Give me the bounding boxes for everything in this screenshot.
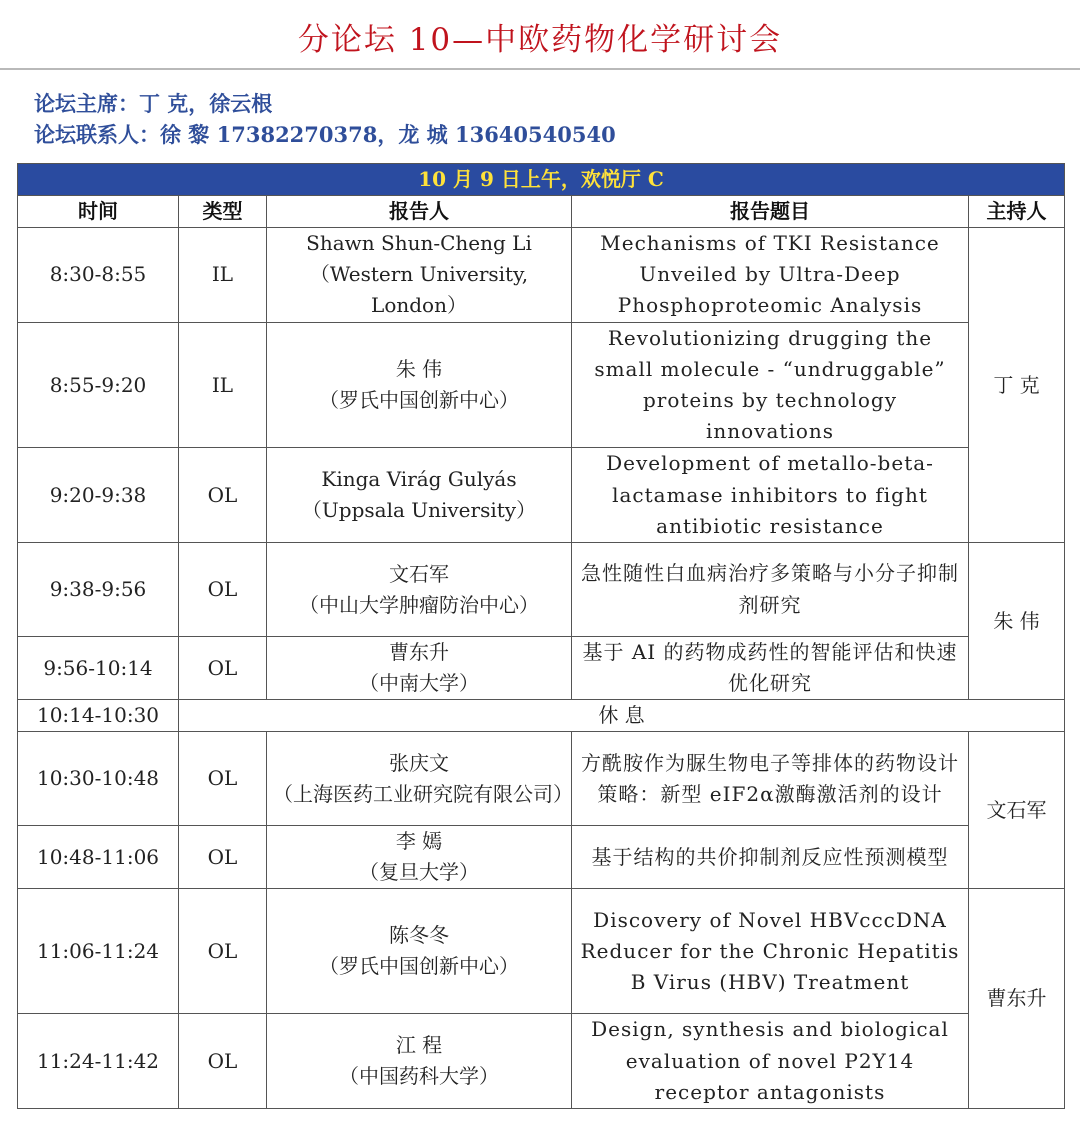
type-cell: OL (179, 448, 267, 543)
schedule-table (17, 163, 1065, 1109)
time-cell: 11:24-11:42 (18, 1014, 179, 1109)
type-cell: OL (179, 889, 267, 1014)
speaker-name: 朱 伟 (395, 357, 443, 382)
speaker-cell (267, 1014, 572, 1109)
table-row (18, 1014, 1065, 1109)
speaker-cell (267, 448, 572, 543)
type-cell: IL (179, 322, 267, 448)
speaker-affiliation: （复旦大学） (359, 860, 479, 885)
speaker-affiliation: （中国药科大学） (339, 1064, 499, 1089)
topic-cell: Design, synthesis and biological evaluation of novel P2Y14 receptor antagonists (572, 1014, 969, 1109)
header-speaker: 报告人 (267, 196, 572, 228)
host-cell: 丁 克 (969, 228, 1065, 543)
time-cell: 9:38-9:56 (18, 543, 179, 637)
speaker-affiliation: （Western University, London） (309, 262, 529, 318)
speaker-name: Kinga Virág Gulyás (321, 467, 517, 492)
header-row (18, 196, 1065, 228)
time-cell: 8:30-8:55 (18, 228, 179, 323)
topic-cell: Discovery of Novel HBVcccDNA Reducer for the Chronic Hepatitis B Virus (HBV) Treatment (572, 889, 969, 1014)
header-type: 类型 (179, 196, 267, 228)
type-cell: OL (179, 543, 267, 637)
speaker-name: 曹东升 (389, 640, 449, 665)
break-label: 休 息 (179, 700, 1065, 732)
speaker-affiliation: （罗氏中国创新中心） (319, 954, 519, 979)
table-row (18, 637, 1065, 700)
time-cell: 9:20-9:38 (18, 448, 179, 543)
speaker-affiliation: （上海医药工业研究院有限公司） (273, 781, 573, 806)
speaker-affiliation: （中山大学肿瘤防治中心） (299, 592, 539, 617)
speaker-cell (267, 637, 572, 700)
topic-cell: Revolutionizing drugging the small molecule - “undruggable” proteins by technology innovations (572, 322, 969, 448)
table-row (18, 889, 1065, 1014)
session-banner-row (18, 164, 1065, 196)
speaker-name: 李 嫣 (395, 829, 443, 854)
speaker-cell (267, 543, 572, 637)
page-title: 分论坛 10—中欧药物化学研讨会 (297, 22, 783, 58)
type-cell: IL (179, 228, 267, 323)
contact-line: 论坛联系人：徐 黎 17382270378，龙 城 13640540540 (34, 122, 616, 147)
break-row (18, 700, 1065, 732)
forum-info (34, 88, 616, 150)
title-divider (0, 68, 1080, 70)
time-cell: 10:30-10:48 (18, 732, 179, 826)
topic-cell: 急性随性白血病治疗多策略与小分子抑制剂研究 (572, 543, 969, 637)
speaker-affiliation: （中南大学） (359, 671, 479, 696)
table-row (18, 228, 1065, 323)
table-row (18, 543, 1065, 637)
header-topic: 报告题目 (572, 196, 969, 228)
speaker-affiliation: （罗氏中国创新中心） (319, 388, 519, 413)
topic-cell: 方酰胺作为脲生物电子等排体的药物设计策略：新型 eIF2α激酶激活剂的设计 (572, 732, 969, 826)
speaker-name: 陈冬冬 (389, 923, 449, 948)
time-cell: 11:06-11:24 (18, 889, 179, 1014)
chair-line: 论坛主席：丁 克，徐云根 (34, 91, 273, 116)
header-time: 时间 (18, 196, 179, 228)
table-row (18, 826, 1065, 889)
speaker-cell (267, 322, 572, 448)
session-banner: 10 月 9 日上午，欢悦厅 C (18, 164, 1065, 196)
topic-cell: Mechanisms of TKI Resistance Unveiled by Ultra-Deep Phosphoproteomic Analysis (572, 228, 969, 323)
table-row (18, 322, 1065, 448)
time-cell: 8:55-9:20 (18, 322, 179, 448)
topic-cell: 基于结构的共价抑制剂反应性预测模型 (572, 826, 969, 889)
speaker-cell (267, 732, 572, 826)
time-cell: 10:48-11:06 (18, 826, 179, 889)
speaker-name: 张庆文 (389, 750, 449, 775)
table-row (18, 448, 1065, 543)
speaker-cell (267, 826, 572, 889)
header-host: 主持人 (969, 196, 1065, 228)
topic-cell: 基于 AI 的药物成药性的智能评估和快速优化研究 (572, 637, 969, 700)
speaker-name: 文石军 (389, 561, 449, 586)
host-cell: 文石军 (969, 732, 1065, 889)
host-cell: 曹东升 (969, 889, 1065, 1109)
time-cell: 9:56-10:14 (18, 637, 179, 700)
host-cell: 朱 伟 (969, 543, 1065, 700)
type-cell: OL (179, 826, 267, 889)
type-cell: OL (179, 1014, 267, 1109)
break-time: 10:14-10:30 (18, 700, 179, 732)
speaker-cell (267, 889, 572, 1014)
speaker-name: Shawn Shun-Cheng Li (306, 231, 532, 256)
speaker-name: 江 程 (395, 1033, 443, 1058)
type-cell: OL (179, 732, 267, 826)
speaker-cell (267, 228, 572, 323)
speaker-affiliation: （Uppsala University） (301, 498, 537, 523)
topic-cell: Development of metallo-beta-lactamase inhibitors to fight antibiotic resistance (572, 448, 969, 543)
table-row (18, 732, 1065, 826)
type-cell: OL (179, 637, 267, 700)
